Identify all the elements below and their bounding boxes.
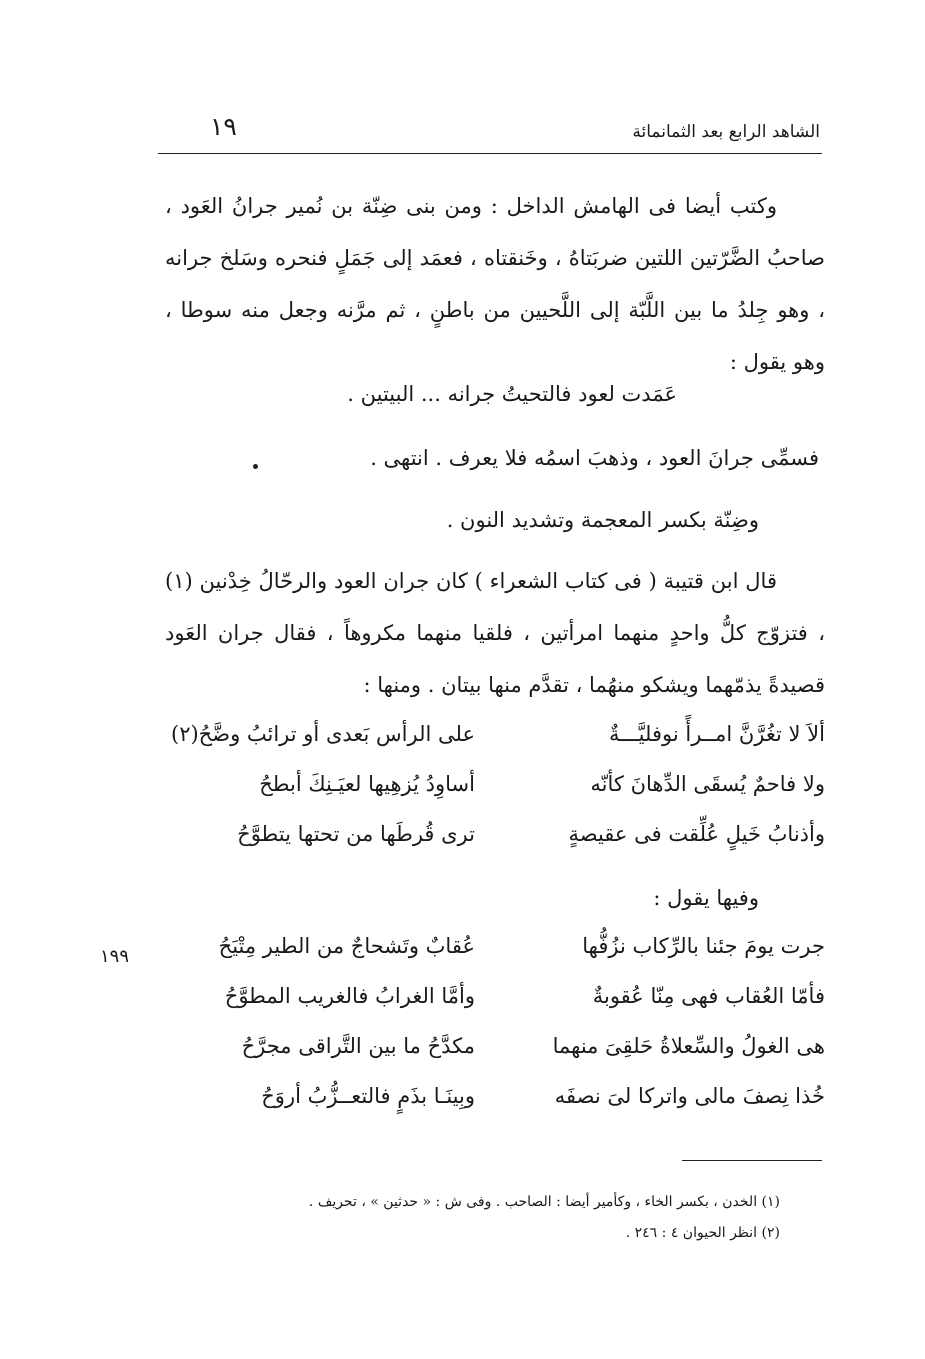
verse-second-hemistich: وبِينَـا بذَمٍ فالتعــزُّبُ أروَحُ xyxy=(261,1084,475,1108)
paragraph-naming: فسمِّى جرانَ العود ، وذهبَ اسمُه فلا يعرف . انتهى . xyxy=(370,446,819,470)
verse-second-hemistich: أساوِدُ يُزهِيها لعيَـنِكَ أبطحُ xyxy=(259,772,475,796)
verse-first-hemistich: وأذنابُ خَيلٍ عُلِّقت فى عقيصةٍ xyxy=(568,822,825,846)
margin-page-number: ١٩٩ xyxy=(100,946,130,967)
verse-first-hemistich: فأمّا العُقاب فهى مِنّا عُقوبةٌ xyxy=(592,984,825,1008)
quoted-verse-line: عَمَدت لعود فالتحيتُ جرانه ... البيتين . xyxy=(347,382,677,406)
verse-second-hemistich: وأمَّا الغرابُ فالغريب المطوَّحُ xyxy=(224,984,475,1008)
verse-second-hemistich: على الرأس بَعدى أو ترائبُ وضَّحُ(٢) xyxy=(171,722,475,746)
verse-first-hemistich: خُذا نِصفَ مالى واتركا لىَ نصفَه xyxy=(554,1084,825,1108)
footnote-rule xyxy=(682,1160,822,1161)
paragraph-marginal-note: وكتب أيضا فى الهامش الداخل : ومن بنى ضِنّة بن نُمير جرانُ العَود ، صاحبُ الضَّرّتين اللتين ضربَتاهُ ، وخَنقتاه ، فعمَد إلى جَمَلٍ فنحره وسَلخ جرانه ، وهو جِلدُ ما بين اللَّبّة إلى اللَّحيين من باطنٍ ، ثم مرَّنه وجعل منه سوطا ، وهو يقول : xyxy=(165,194,825,374)
verse-row xyxy=(165,1034,825,1082)
verse-row xyxy=(165,822,825,870)
verse-row xyxy=(165,722,825,770)
verse-first-hemistich: جرت يومَ جئنا بالرِّكاب نزُفُّها xyxy=(582,934,825,958)
verse-first-hemistich: ألاَ لا تغُرَّنَّ امــرأً نوفليَّـــةٌ xyxy=(608,722,825,746)
header-rule xyxy=(158,153,822,154)
verse-second-hemistich: مكدَّحُ ما بين التَّراقى مجرَّحُ xyxy=(241,1034,475,1058)
paragraph-and-in-it: وفيها يقول : xyxy=(653,886,759,910)
running-head xyxy=(160,112,820,152)
footnote-1: (١) الخدن ، بكسر الخاء ، وكأمير أيضا : الصاحب . وفى ش : « حدثين » ، تحريف . xyxy=(308,1194,780,1210)
verse-row xyxy=(165,1084,825,1132)
verse-first-hemistich: هى الغولُ والسِّعلاةُ حَلقِىَ منهما xyxy=(552,1034,825,1058)
verse-row xyxy=(165,772,825,820)
verse-row xyxy=(165,934,825,982)
paragraph-orthography: وضِنّة بكسر المعجمة وتشديد النون . xyxy=(446,508,759,532)
verse-first-hemistich: ولا فاحمٌ يُسقَى الدِّهانَ كأنّه xyxy=(590,772,825,796)
header-title: الشاهد الرابع بعد الثمانمائة xyxy=(632,122,820,142)
footnote-2: (٢) انظر الحيوان ٤ : ٢٤٦ . xyxy=(625,1225,780,1241)
verse-second-hemistich: عُقابٌ وتَشحاجٌ من الطير مِتْيَحُ xyxy=(218,934,475,958)
paragraph-ibn-qutayba: قال ابن قتيبة ( فى كتاب الشعراء ) كان جران العود والرحّالُ خِدْنين (١) ، فتزوّج كلُّ واحدٍ منهما امرأتين ، فلقيا منهما مكروهاً ، فقال جران العَود قصيدةً يذمّهما ويشكو منهُما ، تقدَّم منها بيتان . ومنها : xyxy=(165,569,825,697)
verse-second-hemistich: ترى قُرطَها من تحتها يتطوَّحُ xyxy=(237,822,475,846)
verse-row xyxy=(165,984,825,1032)
page-number: ١٩ xyxy=(210,112,237,141)
stray-dot-mark xyxy=(253,464,258,469)
